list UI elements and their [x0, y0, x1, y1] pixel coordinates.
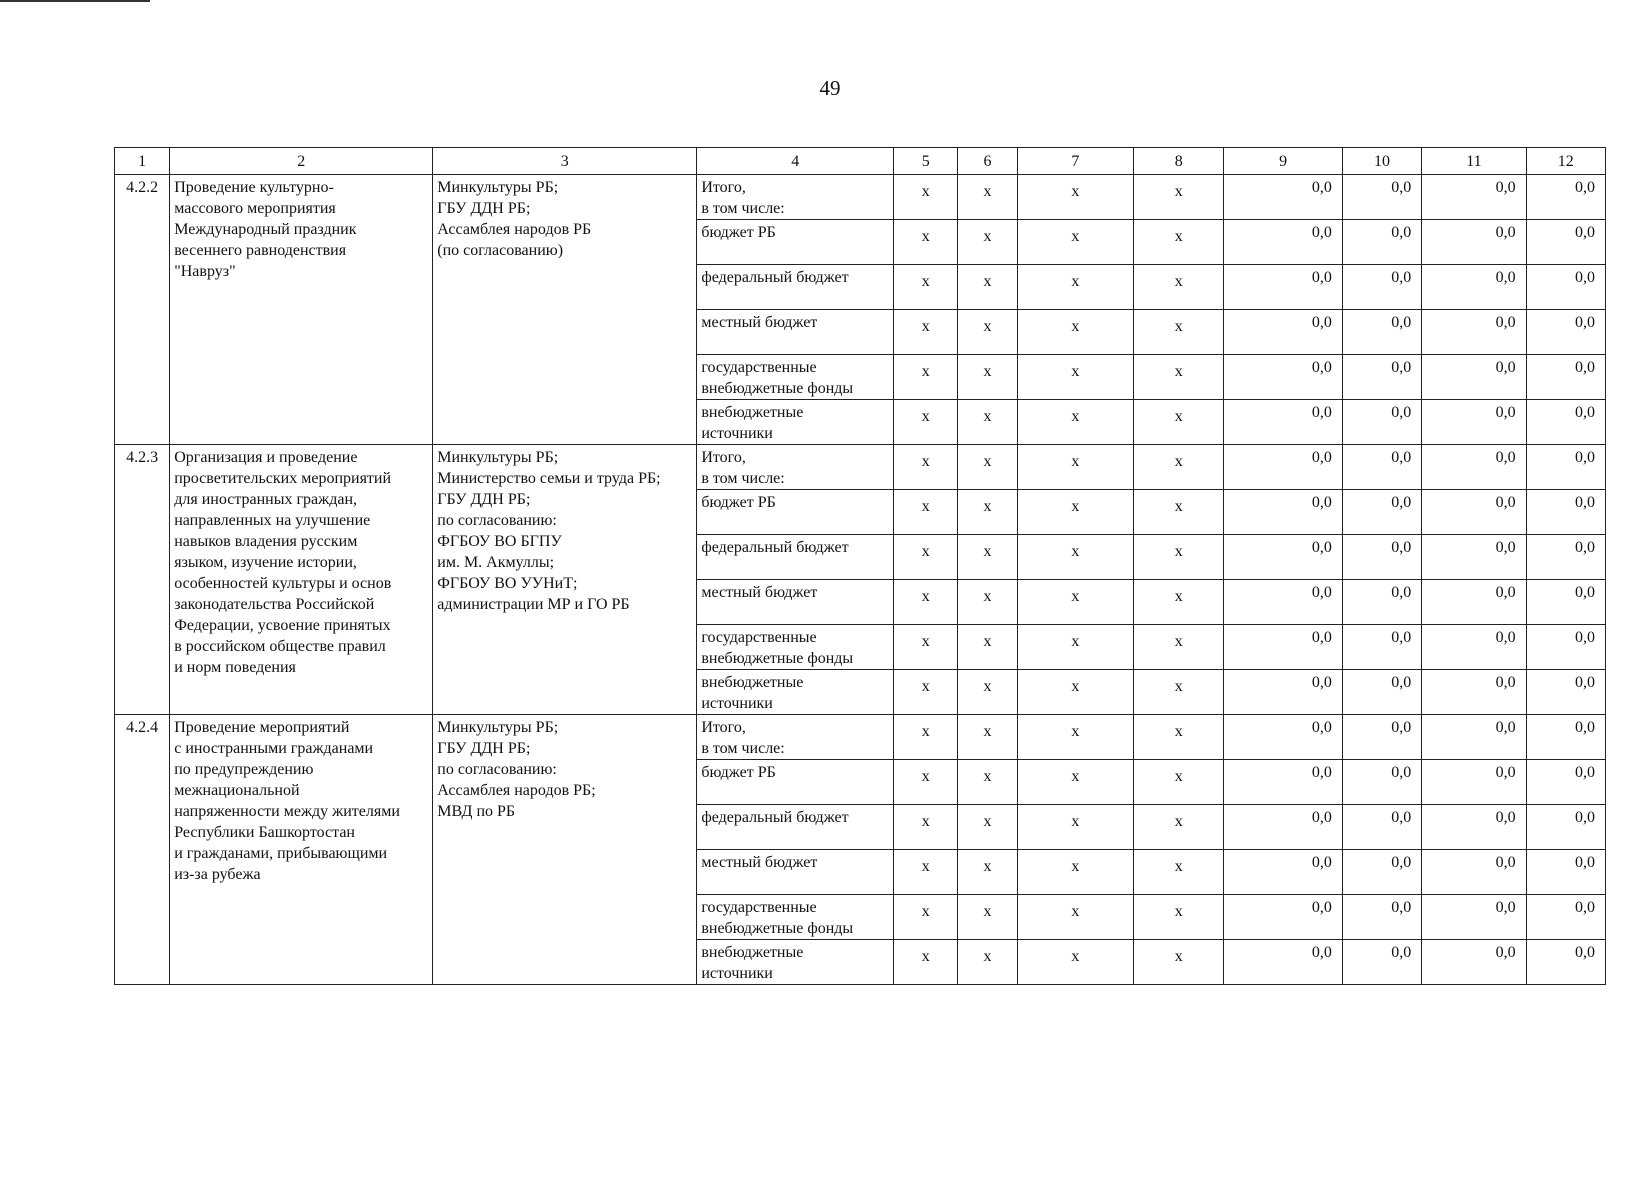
amount-cell: 0,0: [1224, 580, 1342, 625]
funding-source: федеральный бюджет: [697, 265, 894, 310]
not-applicable-cell: х: [1134, 670, 1224, 715]
executors: Минкультуры РБ; ГБУ ДДН РБ; Ассамблея народов РБ (по согласованию): [433, 175, 697, 445]
not-applicable-cell: х: [894, 355, 958, 400]
funding-source: Итого, в том числе:: [697, 715, 894, 760]
column-header: 8: [1134, 148, 1224, 175]
column-header: 1: [115, 148, 170, 175]
funding-source: местный бюджет: [697, 580, 894, 625]
not-applicable-cell: х: [1134, 940, 1224, 985]
not-applicable-cell: х: [1017, 760, 1133, 805]
amount-cell: 0,0: [1342, 760, 1421, 805]
amount-cell: 0,0: [1526, 310, 1605, 355]
executors: Минкультуры РБ; ГБУ ДДН РБ; по согласованию: Ассамблея народов РБ; МВД по РБ: [433, 715, 697, 985]
funding-source: внебюджетные источники: [697, 670, 894, 715]
not-applicable-cell: х: [958, 445, 1017, 490]
not-applicable-cell: х: [1017, 400, 1133, 445]
amount-cell: 0,0: [1224, 850, 1342, 895]
amount-cell: 0,0: [1342, 850, 1421, 895]
amount-cell: 0,0: [1526, 220, 1605, 265]
funding-source: Итого, в том числе:: [697, 175, 894, 220]
amount-cell: 0,0: [1342, 175, 1421, 220]
not-applicable-cell: х: [1134, 310, 1224, 355]
amount-cell: 0,0: [1526, 535, 1605, 580]
not-applicable-cell: х: [1017, 490, 1133, 535]
column-header: 11: [1422, 148, 1526, 175]
not-applicable-cell: х: [1134, 490, 1224, 535]
amount-cell: 0,0: [1422, 220, 1526, 265]
amount-cell: 0,0: [1526, 355, 1605, 400]
corner-rule: [0, 0, 150, 2]
not-applicable-cell: х: [958, 580, 1017, 625]
not-applicable-cell: х: [1017, 715, 1133, 760]
not-applicable-cell: х: [894, 265, 958, 310]
amount-cell: 0,0: [1526, 895, 1605, 940]
not-applicable-cell: х: [894, 580, 958, 625]
amount-cell: 0,0: [1422, 445, 1526, 490]
amount-cell: 0,0: [1342, 310, 1421, 355]
column-header: 3: [433, 148, 697, 175]
not-applicable-cell: х: [1017, 670, 1133, 715]
amount-cell: 0,0: [1224, 715, 1342, 760]
amount-cell: 0,0: [1342, 400, 1421, 445]
measure-name: Проведение культурно- массового мероприятия Международный праздник весеннего равноденствия "Навруз": [170, 175, 433, 445]
not-applicable-cell: х: [894, 940, 958, 985]
not-applicable-cell: х: [894, 670, 958, 715]
column-header: 6: [958, 148, 1017, 175]
not-applicable-cell: х: [894, 715, 958, 760]
amount-cell: 0,0: [1342, 715, 1421, 760]
not-applicable-cell: х: [1134, 400, 1224, 445]
amount-cell: 0,0: [1526, 265, 1605, 310]
funding-source: бюджет РБ: [697, 490, 894, 535]
measure-name: Организация и проведение просветительских мероприятий для иностранных граждан, направленных на улучшение навыков владения русским языком, изучение истории, особенностей культуры и основ законодательства Российской Федерации, усвоение принятых в российском обществе правил и норм поведения: [170, 445, 433, 715]
amount-cell: 0,0: [1526, 580, 1605, 625]
amount-cell: 0,0: [1224, 940, 1342, 985]
not-applicable-cell: х: [1017, 895, 1133, 940]
funding-source: бюджет РБ: [697, 220, 894, 265]
not-applicable-cell: х: [958, 715, 1017, 760]
not-applicable-cell: х: [958, 355, 1017, 400]
amount-cell: 0,0: [1422, 760, 1526, 805]
not-applicable-cell: х: [958, 850, 1017, 895]
not-applicable-cell: х: [1017, 355, 1133, 400]
table-row: [115, 175, 1606, 220]
not-applicable-cell: х: [958, 625, 1017, 670]
amount-cell: 0,0: [1526, 400, 1605, 445]
amount-cell: 0,0: [1526, 715, 1605, 760]
amount-cell: 0,0: [1342, 220, 1421, 265]
table-row: [115, 445, 1606, 490]
amount-cell: 0,0: [1342, 805, 1421, 850]
amount-cell: 0,0: [1422, 355, 1526, 400]
funding-source: государственные внебюджетные фонды: [697, 355, 894, 400]
amount-cell: 0,0: [1422, 625, 1526, 670]
amount-cell: 0,0: [1224, 625, 1342, 670]
item-code: 4.2.4: [115, 715, 170, 985]
not-applicable-cell: х: [1134, 535, 1224, 580]
funding-source: Итого, в том числе:: [697, 445, 894, 490]
amount-cell: 0,0: [1526, 625, 1605, 670]
amount-cell: 0,0: [1526, 940, 1605, 985]
not-applicable-cell: х: [894, 805, 958, 850]
not-applicable-cell: х: [894, 445, 958, 490]
amount-cell: 0,0: [1224, 760, 1342, 805]
amount-cell: 0,0: [1224, 535, 1342, 580]
program-table: [114, 147, 1606, 985]
item-code: 4.2.2: [115, 175, 170, 445]
funding-source: федеральный бюджет: [697, 535, 894, 580]
item-code: 4.2.3: [115, 445, 170, 715]
not-applicable-cell: х: [1017, 175, 1133, 220]
page-number: 49: [819, 76, 841, 100]
amount-cell: 0,0: [1224, 310, 1342, 355]
not-applicable-cell: х: [1017, 265, 1133, 310]
not-applicable-cell: х: [958, 220, 1017, 265]
header-row: [115, 148, 1606, 175]
not-applicable-cell: х: [958, 400, 1017, 445]
amount-cell: 0,0: [1224, 355, 1342, 400]
amount-cell: 0,0: [1422, 670, 1526, 715]
not-applicable-cell: х: [894, 490, 958, 535]
not-applicable-cell: х: [1017, 850, 1133, 895]
amount-cell: 0,0: [1422, 580, 1526, 625]
not-applicable-cell: х: [894, 850, 958, 895]
funding-source: государственные внебюджетные фонды: [697, 895, 894, 940]
amount-cell: 0,0: [1342, 670, 1421, 715]
not-applicable-cell: х: [1134, 580, 1224, 625]
not-applicable-cell: х: [894, 310, 958, 355]
not-applicable-cell: х: [1134, 895, 1224, 940]
amount-cell: 0,0: [1526, 490, 1605, 535]
measure-name: Проведение мероприятий с иностранными гражданами по предупреждению межнациональной напряженности между жителями Республики Башкортостан и гражданами, прибывающими из-за рубежа: [170, 715, 433, 985]
not-applicable-cell: х: [1134, 445, 1224, 490]
amount-cell: 0,0: [1422, 490, 1526, 535]
not-applicable-cell: х: [1017, 220, 1133, 265]
funding-source: местный бюджет: [697, 310, 894, 355]
not-applicable-cell: х: [958, 760, 1017, 805]
amount-cell: 0,0: [1224, 175, 1342, 220]
not-applicable-cell: х: [1017, 310, 1133, 355]
not-applicable-cell: х: [958, 895, 1017, 940]
not-applicable-cell: х: [1134, 265, 1224, 310]
amount-cell: 0,0: [1526, 760, 1605, 805]
amount-cell: 0,0: [1422, 850, 1526, 895]
amount-cell: 0,0: [1342, 535, 1421, 580]
amount-cell: 0,0: [1342, 265, 1421, 310]
amount-cell: 0,0: [1422, 805, 1526, 850]
not-applicable-cell: х: [1134, 625, 1224, 670]
not-applicable-cell: х: [958, 805, 1017, 850]
not-applicable-cell: х: [1017, 580, 1133, 625]
column-header: 5: [894, 148, 958, 175]
not-applicable-cell: х: [958, 670, 1017, 715]
amount-cell: 0,0: [1224, 400, 1342, 445]
not-applicable-cell: х: [894, 895, 958, 940]
amount-cell: 0,0: [1224, 805, 1342, 850]
amount-cell: 0,0: [1422, 715, 1526, 760]
funding-source: внебюджетные источники: [697, 400, 894, 445]
funding-source: бюджет РБ: [697, 760, 894, 805]
not-applicable-cell: х: [958, 310, 1017, 355]
amount-cell: 0,0: [1224, 490, 1342, 535]
amount-cell: 0,0: [1422, 310, 1526, 355]
not-applicable-cell: х: [1134, 805, 1224, 850]
not-applicable-cell: х: [958, 265, 1017, 310]
not-applicable-cell: х: [1017, 940, 1133, 985]
not-applicable-cell: х: [1017, 535, 1133, 580]
funding-source: местный бюджет: [697, 850, 894, 895]
column-header: 7: [1017, 148, 1133, 175]
not-applicable-cell: х: [894, 625, 958, 670]
amount-cell: 0,0: [1342, 490, 1421, 535]
amount-cell: 0,0: [1526, 805, 1605, 850]
column-header: 4: [697, 148, 894, 175]
amount-cell: 0,0: [1526, 850, 1605, 895]
executors: Минкультуры РБ; Министерство семьи и труда РБ; ГБУ ДДН РБ; по согласованию: ФГБОУ ВО БГПУ им. М. Акмуллы; ФГБОУ ВО УУНиТ; администрации МР и ГО РБ: [433, 445, 697, 715]
table-row: [115, 715, 1606, 760]
funding-source: федеральный бюджет: [697, 805, 894, 850]
amount-cell: 0,0: [1526, 445, 1605, 490]
amount-cell: 0,0: [1342, 355, 1421, 400]
amount-cell: 0,0: [1224, 895, 1342, 940]
not-applicable-cell: х: [958, 535, 1017, 580]
not-applicable-cell: х: [1134, 760, 1224, 805]
not-applicable-cell: х: [958, 490, 1017, 535]
not-applicable-cell: х: [1017, 445, 1133, 490]
amount-cell: 0,0: [1422, 400, 1526, 445]
not-applicable-cell: х: [1134, 220, 1224, 265]
not-applicable-cell: х: [894, 175, 958, 220]
amount-cell: 0,0: [1342, 940, 1421, 985]
funding-source: государственные внебюджетные фонды: [697, 625, 894, 670]
not-applicable-cell: х: [894, 220, 958, 265]
amount-cell: 0,0: [1422, 535, 1526, 580]
not-applicable-cell: х: [958, 175, 1017, 220]
amount-cell: 0,0: [1526, 175, 1605, 220]
not-applicable-cell: х: [1134, 850, 1224, 895]
column-header: 2: [170, 148, 433, 175]
not-applicable-cell: х: [1017, 805, 1133, 850]
not-applicable-cell: х: [894, 535, 958, 580]
amount-cell: 0,0: [1422, 895, 1526, 940]
column-header: 12: [1526, 148, 1605, 175]
amount-cell: 0,0: [1422, 175, 1526, 220]
table-body: [115, 175, 1606, 985]
amount-cell: 0,0: [1526, 670, 1605, 715]
not-applicable-cell: х: [958, 940, 1017, 985]
amount-cell: 0,0: [1342, 445, 1421, 490]
column-header: 9: [1224, 148, 1342, 175]
amount-cell: 0,0: [1342, 625, 1421, 670]
not-applicable-cell: х: [1134, 175, 1224, 220]
amount-cell: 0,0: [1224, 220, 1342, 265]
amount-cell: 0,0: [1342, 895, 1421, 940]
amount-cell: 0,0: [1224, 265, 1342, 310]
column-header: 10: [1342, 148, 1421, 175]
amount-cell: 0,0: [1224, 445, 1342, 490]
not-applicable-cell: х: [1017, 625, 1133, 670]
amount-cell: 0,0: [1422, 265, 1526, 310]
not-applicable-cell: х: [894, 760, 958, 805]
funding-source: внебюджетные источники: [697, 940, 894, 985]
amount-cell: 0,0: [1422, 940, 1526, 985]
not-applicable-cell: х: [894, 400, 958, 445]
not-applicable-cell: х: [1134, 355, 1224, 400]
amount-cell: 0,0: [1342, 580, 1421, 625]
amount-cell: 0,0: [1224, 670, 1342, 715]
not-applicable-cell: х: [1134, 715, 1224, 760]
